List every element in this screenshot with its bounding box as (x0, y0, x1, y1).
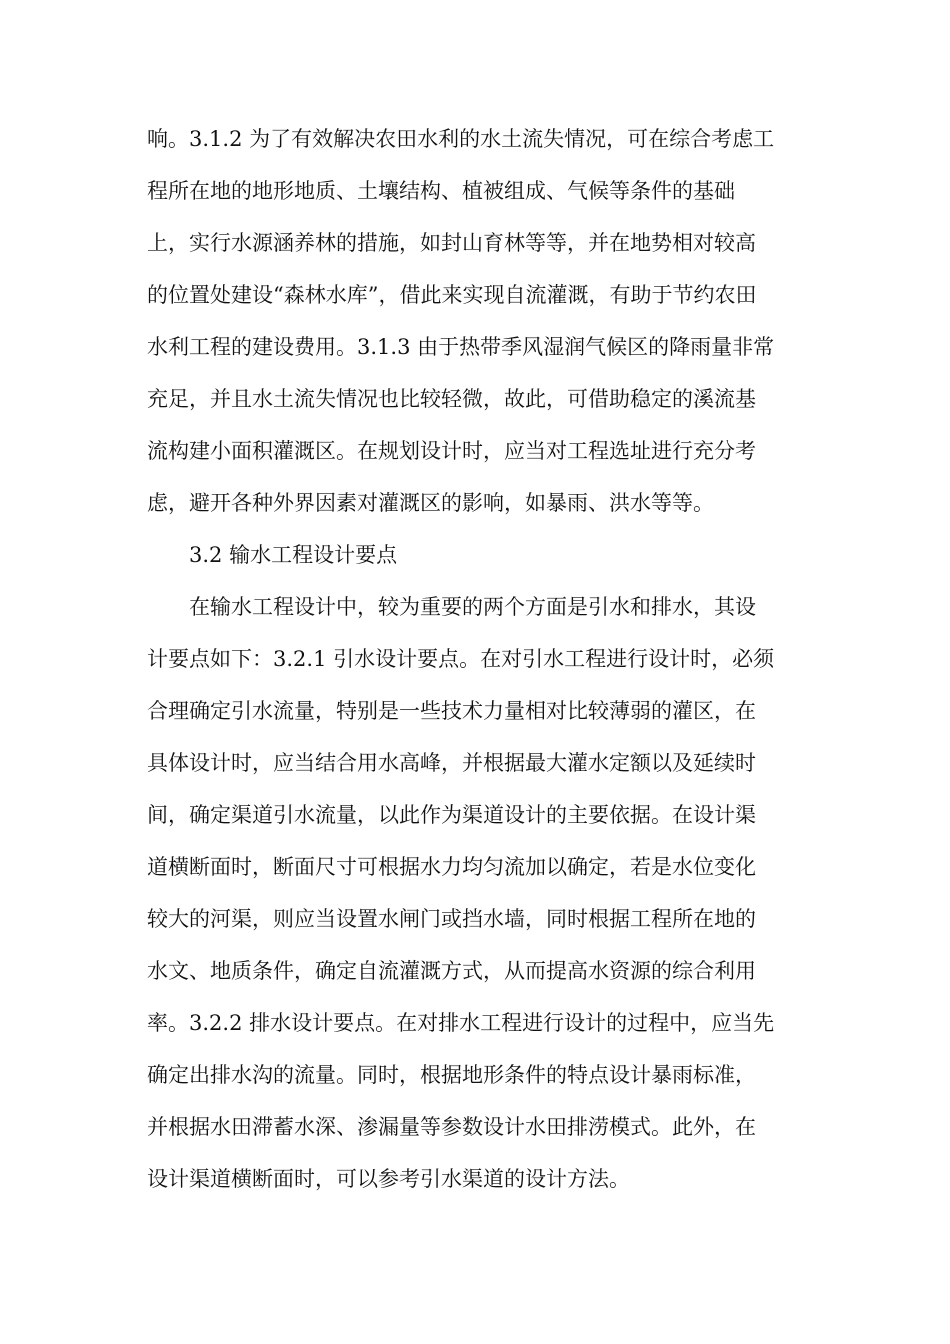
text-line: 合理确定引水流量，特别是一些技术力量相对比较薄弱的灌区，在 (147, 699, 756, 723)
text-line: 确定出排水沟的流量。同时，根据地形条件的特点设计暴雨标准， (147, 1063, 756, 1087)
text-line: 计要点如下：3.2.1 引水设计要点。在对引水工程进行设计时，必须 (147, 647, 775, 671)
text-line: 的位置处建设“森林水库”，借此来实现自流灌溉，有助于节约农田 (147, 283, 757, 307)
text-line: 道横断面时，断面尺寸可根据水力均匀流加以确定，若是水位变化 (147, 855, 756, 879)
section-heading: 3.2 输水工程设计要点 (189, 543, 398, 567)
text-line: 上，实行水源涵养林的措施，如封山育林等等，并在地势相对较高 (147, 231, 756, 255)
text-line: 间，确定渠道引水流量，以此作为渠道设计的主要依据。在设计渠 (147, 803, 756, 827)
body-text (147, 117, 807, 1209)
text-line: 水利工程的建设费用。3.1.3 由于热带季风湿润气候区的降雨量非常 (147, 335, 775, 359)
text-line: 率。3.2.2 排水设计要点。在对排水工程进行设计的过程中，应当先 (147, 1011, 775, 1035)
text-line: 流构建小面积灌溉区。在规划设计时，应当对工程选址进行充分考 (147, 439, 756, 463)
text-line: 充足，并且水土流失情况也比较轻微，故此，可借助稳定的溪流基 (147, 387, 756, 411)
text-line: 程所在地的地形地质、土壤结构、植被组成、气候等条件的基础 (147, 179, 735, 203)
text-line: 较大的河渠，则应当设置水闸门或挡水墙，同时根据工程所在地的 (147, 907, 756, 931)
text-line: 设计渠道横断面时，可以参考引水渠道的设计方法。 (147, 1167, 630, 1191)
text-line: 在输水工程设计中，较为重要的两个方面是引水和排水，其设 (189, 595, 756, 619)
text-line: 具体设计时，应当结合用水高峰，并根据最大灌水定额以及延续时 (147, 751, 756, 775)
text-line: 虑，避开各种外界因素对灌溉区的影响，如暴雨、洪水等等。 (147, 491, 714, 515)
text-line: 并根据水田滞蓄水深、渗漏量等参数设计水田排涝模式。此外，在 (147, 1115, 756, 1139)
text-line: 响。3.1.2 为了有效解决农田水利的水土流失情况，可在综合考虑工 (147, 127, 775, 151)
text-line: 水文、地质条件，确定自流灌溉方式，从而提高水资源的综合利用 (147, 959, 756, 983)
